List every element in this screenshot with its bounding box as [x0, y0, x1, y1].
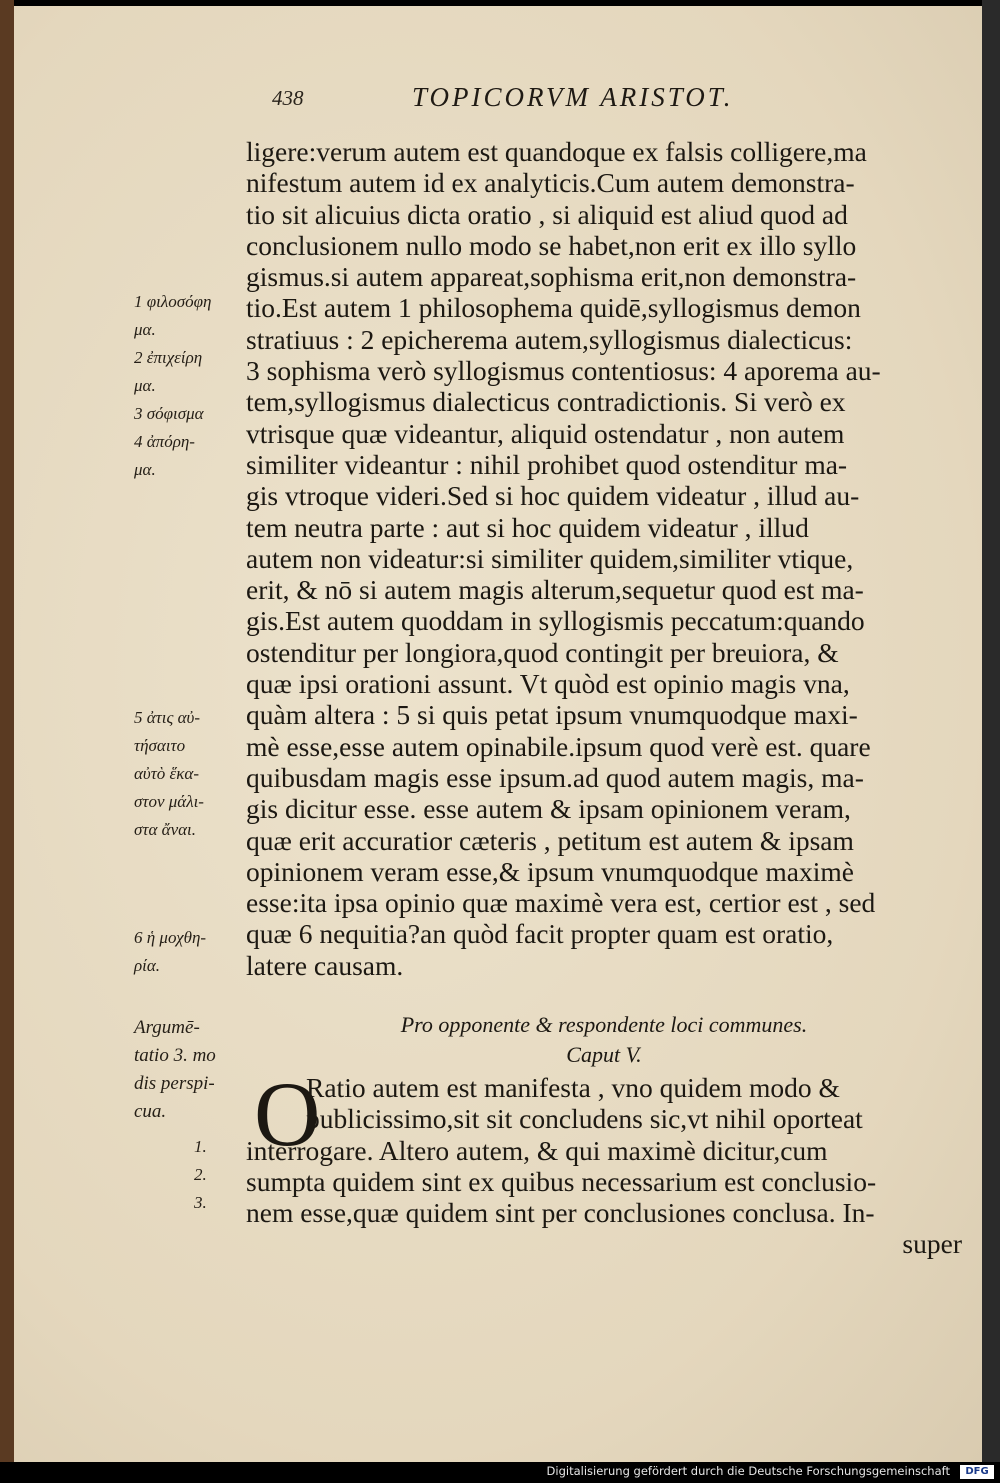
text-line: latere causam. — [246, 949, 404, 981]
text-line: gis dicitur esse. esse autem & ipsam opinionem veram, — [246, 793, 851, 825]
binding-strip — [0, 0, 14, 1462]
marginal-note: 2 ἐπιχείρη — [134, 348, 203, 367]
text-line: ostenditur per longiora,quod contingit per breuiora, & — [246, 636, 839, 668]
chapter-text — [246, 1063, 962, 1260]
marginal-note: 1 φιλοσόφη — [134, 292, 212, 311]
main-text — [246, 136, 962, 981]
marginal-note: 3 σόφισμα — [134, 404, 204, 423]
text-line: tem,syllogismus dialecticus contradictionis. Si verò ex — [246, 386, 846, 418]
text-line: stratiuus : 2 epicherema autem,syllogismus dialecticus: — [246, 323, 853, 355]
text-line: esse:ita ipsa opinio quæ maximè vera est, certior est , sed — [246, 887, 876, 919]
marginal-note: cua. — [134, 1101, 167, 1122]
drop-cap: O — [254, 1063, 321, 1165]
text-line: quæ 6 nequitia?an quòd facit propter quam est oratio, — [246, 918, 834, 950]
text-line: gis vtroque videri.Sed si hoc quidem videatur , illud au- — [246, 480, 860, 512]
marginal-note: μα. — [134, 460, 156, 479]
page-header — [14, 68, 982, 112]
book-page — [14, 6, 982, 1462]
text-line: conclusionem nullo modo se habet,non erit ex illo syllo — [246, 229, 857, 261]
text-line: vtrisque quæ videantur, aliquid ostendatur , non autem — [246, 417, 845, 449]
text-line: nifestum autem id ex analyticis.Cum autem demonstra- — [246, 167, 855, 199]
marginal-note: στον μάλι- — [134, 792, 204, 811]
running-title: TOPICORVM ARISTOT. — [412, 82, 734, 112]
text-line: quæ ipsi orationi assunt. Vt quòd est opinio magis vna, — [246, 668, 850, 700]
marginal-note: μα. — [134, 376, 156, 395]
catchword: super — [902, 1228, 962, 1260]
marginal-note-group-2 — [134, 704, 246, 844]
page-edge — [982, 0, 1000, 1462]
marginal-note: 4 ἀπόρη- — [134, 432, 195, 451]
text-line: sumpta quidem sint ex quibus necessarium est conclusio- — [246, 1165, 877, 1197]
marginal-note: μα. — [134, 320, 156, 339]
text-line: similiter videantur : nihil prohibet quod ostenditur ma- — [246, 448, 848, 480]
text-line: tio sit alicuius dicta oratio , si aliquid est aliud quod ad — [246, 198, 848, 230]
marginal-note-group-4 — [134, 1014, 246, 1126]
marginal-note: tatio 3. mo — [134, 1045, 216, 1066]
text-line: ligere:verum autem est quandoque ex falsis colligere,ma — [246, 136, 867, 167]
text-line: nem esse,quæ quidem sint per conclusiones conclusa. In- — [246, 1197, 875, 1229]
text-line: quàm altera : 5 si quis petat ipsum vnumquodque maxi- — [246, 699, 858, 731]
text-line: publicissimo,sit sit concludens sic,vt nihil oporteat — [306, 1103, 863, 1135]
marginal-note: 6 ἡ μοχθη- — [134, 928, 207, 947]
text-line: opinionem veram esse,& ipsum vnumquodque maximè — [246, 855, 854, 887]
chapter-heading: Caput V. — [566, 1042, 642, 1067]
dfg-logo: DFG — [960, 1465, 994, 1479]
marginal-number: 2. — [194, 1165, 207, 1184]
marginal-note: στα ἄναι. — [134, 820, 197, 839]
marginal-number: 1. — [194, 1137, 207, 1156]
text-line: tio.Est autem 1 philosophema quidē,syllogismus demon — [246, 292, 861, 324]
text-line: tem neutra parte : aut si hoc quidem videatur , illud — [246, 511, 809, 543]
marginal-note: Argumē- — [134, 1017, 200, 1038]
text-line: quibusdam magis esse ipsum.ad quod autem magis, ma- — [246, 761, 864, 793]
text-line: quæ erit accuratior cæteris , petitum est autem & ipsam — [246, 824, 854, 856]
folio-number: 438 — [272, 86, 304, 110]
marginal-note: τήσαιτο — [134, 736, 186, 755]
marginal-number: 3. — [194, 1193, 207, 1212]
marginal-note-group-1 — [134, 288, 246, 484]
text-line: erit, & nō si autem magis alterum,sequetur quod est ma- — [246, 574, 864, 606]
marginal-note: dis perspi- — [134, 1073, 215, 1094]
marginal-note: αὐτὸ ἕκα- — [134, 764, 200, 783]
marginal-note: 5 ἀτις αὐ- — [134, 708, 201, 727]
marginal-note-group-3 — [134, 924, 246, 980]
text-line: interrogare. Altero autem, & qui maximè dicitur,cum — [246, 1134, 828, 1166]
text-line: 3 sophisma verò syllogismus contentiosus: 4 aporema au- — [246, 355, 881, 387]
text-line: Ratio autem est manifesta , vno quidem modo & — [306, 1072, 840, 1103]
marginal-note: ρία. — [134, 956, 161, 975]
footer-bar — [0, 1462, 1000, 1483]
section-heading: Pro opponente & respondente loci communes. — [400, 1012, 808, 1037]
text-line: gis.Est autem quoddam in syllogismis peccatum:quando — [246, 605, 865, 637]
marginal-numbers — [194, 1132, 234, 1216]
funding-notice: Digitalisierung gefördert durch die Deutsche Forschungsgemeinschaft — [546, 1464, 950, 1478]
text-line: mè esse,esse autem opinabile.ipsum quod verè est. quare — [246, 730, 871, 762]
text-line: gismus.si autem appareat,sophisma erit,non demonstra- — [246, 261, 857, 293]
text-line: autem non videatur:si similiter quidem,similiter vtique, — [246, 542, 854, 574]
